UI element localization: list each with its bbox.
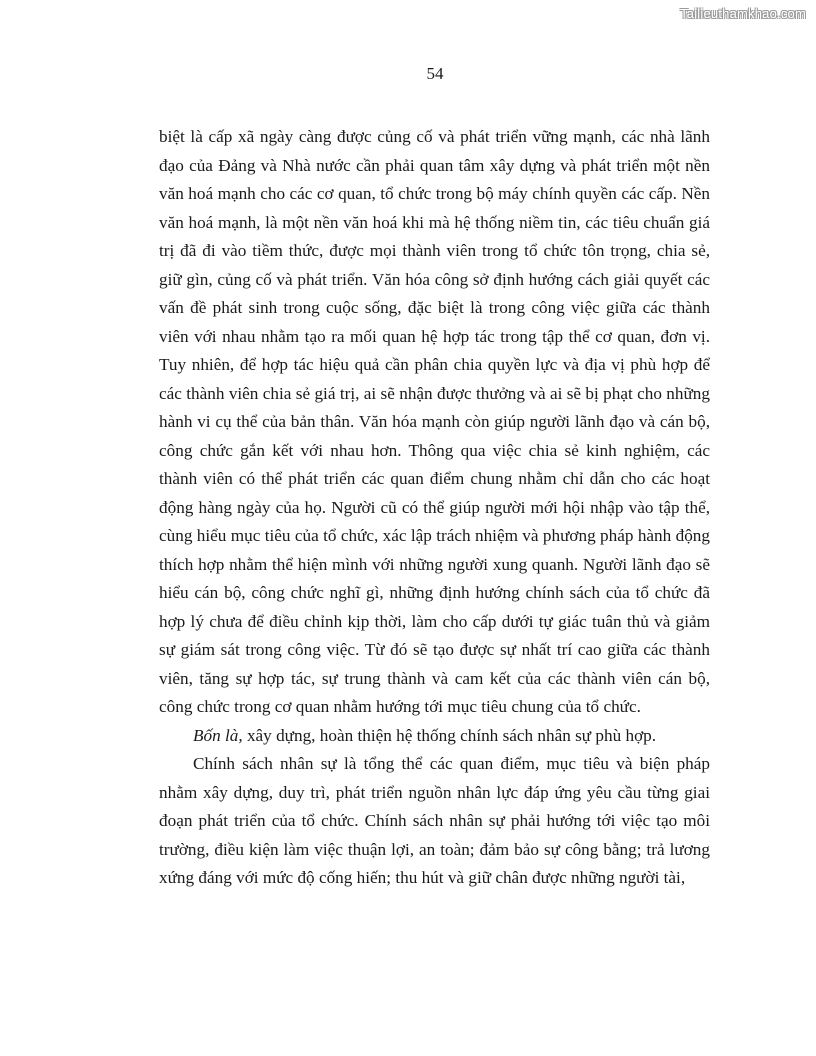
paragraph-1-text: biệt là cấp xã ngày càng được củng cố và phát triển vững mạnh, các nhà lãnh đạo của Đảng và Nhà nước cần phải quan tâm xây dựng và phát triển một nền văn hoá mạnh cho các cơ quan, tổ chức trong bộ máy chính quyền các cấp. Nền văn hoá mạnh, là một nền văn hoá khi mà hệ thống niềm tin, các tiêu chuẩn giá trị đã đi vào tiềm thức, được mọi thành viên trong tổ chức tôn trọng, chia sẻ, giữ gìn, củng cố và phát triển. Văn hóa công sở định hướng cách giải quyết các vấn đề phát sinh trong cuộc sống, đặc biệt là trong công việc giữa các thành viên với nhau nhằm tạo ra mối quan hệ hợp tác trong tập thể cơ quan, đơn vị. Tuy nhiên, để hợp tác hiệu quả cần phân chia quyền lực và địa vị phù hợp để các thành viên chia sẻ giá trị, ai sẽ nhận được thưởng và ai sẽ bị phạt cho những hành vi cụ thể của bản thân. Văn hóa mạnh còn giúp người lãnh đạo và cán bộ, công chức gắn kết với nhau hơn. Thông qua việc chia sẻ kinh nghiệm, các thành viên có thể phát triển các quan điểm chung nhằm chỉ dẫn cho các hoạt động hàng ngày của họ. Người cũ có thể giúp người mới hội nhập vào tập thể, cùng hiểu mục tiêu của tổ chức, xác lập trách nhiệm và phương pháp hành động thích hợp nhằm thể hiện mình với những người xung quanh. Người lãnh đạo sẽ hiểu cán bộ, công chức nghĩ gì, những định hướng chính sách của tổ chức đã hợp lý chưa để điều chỉnh kịp thời, làm cho cấp dưới tự giác tuân thủ và giảm sự giám sát trong công việc. Từ đó sẽ tạo được sự nhất trí cao giữa các thành viên, tăng sự hợp tác, sự trung thành và cam kết của các thành viên cán bộ, công chức trong cơ quan nhằm hướng tới mục tiêu chung của tổ chức. (159, 127, 710, 716)
page-number: 54 (426, 64, 444, 83)
paragraph-2 (159, 722, 710, 751)
paragraph-3 (159, 750, 710, 893)
body-text (159, 123, 710, 893)
paragraph-3-text: Chính sách nhân sự là tổng thể các quan điểm, mục tiêu và biện pháp nhằm xây dựng, duy trì, phát triển nguồn nhân lực đáp ứng yêu cầu từng giai đoạn phát triển của tổ chức. Chính sách nhân sự phải hướng tới việc tạo môi trường, điều kiện làm việc thuận lợi, an toàn; đảm bảo sự công bằng; trả lương xứng đáng với mức độ cống hiến; thu hút và giữ chân được những người tài, (159, 754, 710, 887)
paragraph-1 (159, 123, 710, 722)
watermark: Tailieuthamkhao.com (680, 6, 806, 21)
paragraph-2-text: xây dựng, hoàn thiện hệ thống chính sách nhân sự phù hợp. (242, 725, 657, 745)
paragraph-2-lead: Bốn là, (193, 725, 243, 745)
